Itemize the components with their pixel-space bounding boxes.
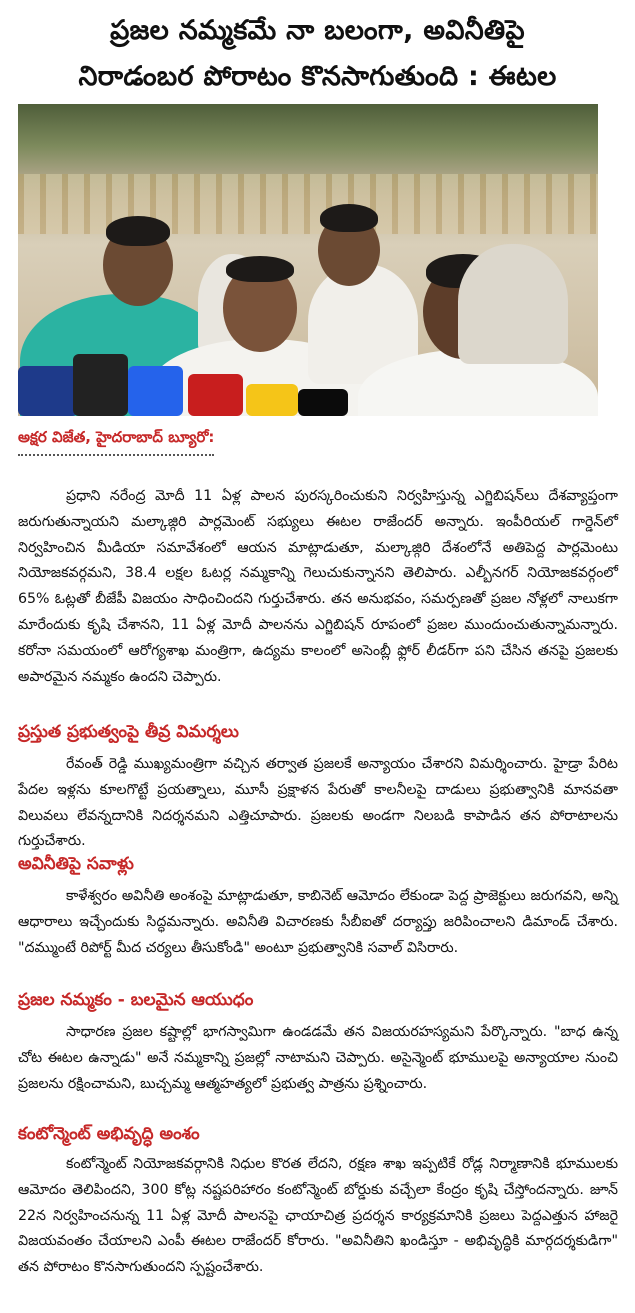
paragraph-public-trust: సాధారణ ప్రజల కష్టాల్లో భాగస్వామిగా ఉండడమే తన విజయరహస్యమని పేర్కొన్నారు. "బాధ ఉన్న చోట ఈటల ఉన్నాడు" అనే నమ్మకాన్ని ప్రజల్లో నాటామని చెప్పారు. అసైన్మెంట్ భూములపై అన్యాయాల నుంచి ప్రజలను రక్షించామని, బుచ్చమ్మ ఆత్మహత్యలో ప్రభుత్వ పాత్రను ప్రశ్నించారు.: [18, 1024, 618, 1092]
subhead-corruption-challenge: అవినీతిపై సవాళ్లు: [18, 854, 134, 874]
article-byline: అక్షర విజేత, హైదరాబాద్ బ్యూరో:: [18, 428, 214, 456]
subhead-government-criticism: ప్రస్తుత ప్రభుత్వంపై తీవ్ర విమర్శలు: [18, 722, 239, 742]
headline-line-2: నిరాడంబర పోరాటం కొనసాగుతుంది : ఈటల: [78, 61, 557, 92]
subhead-cantonment-development: కంటోన్మెంట్ అభివృద్ధి అంశం: [18, 1124, 200, 1144]
paragraph-cantonment-development: కంటోన్మెంట్ నియోజకవర్గానికి నిధుల కొరత లేదని, రక్షణ శాఖ ఇప్పటికే రోడ్ల నిర్మాణానికి భూములకు ఆమోదం తెలిపిందని, 300 కోట్ల నష్టపరిహారం కంటోన్మెంట్ బోర్డుకు వచ్చేలా కేంద్రం కృషి చేస్తోందన్నారు. జూన్ 22న నిర్వహించనున్న 11 ఏళ్ల మోదీ పాలనపై ఛాయాచిత్ర ప్రదర్శన కార్యక్రమానికి ప్రజలు పెద్దఎత్తున హాజరై విజయవంతం చేయాలని ఎంపీ ఈటల రాజేందర్ కోరారు. "అవినీతిని ఖండిస్తూ - అభివృద్ధికి మార్గదర్శకుడిగా" తన పోరాటం కొనసాగుతుందని స్పష్టంచేశారు.: [18, 1156, 618, 1276]
headline-line-1: ప్రజల నమ్మకమే నా బలంగా, అవినీతిపై: [110, 15, 525, 46]
subhead-public-trust: ప్రజల నమ్మకం - బలమైన ఆయుధం: [18, 990, 254, 1010]
article-headline: [0, 8, 635, 100]
paragraph-intro: ప్రధాని నరేంద్ర మోదీ 11 ఏళ్ల పాలన పురస్కరించుకుని నిర్వహిస్తున్న ఎగ్జిబిషన్‌లు దేశవ్యాప్తంగా జరుగుతున్నాయని మల్కాజ్గిరి పార్లమెంట్ సభ్యులు ఈటల రాజేందర్ అన్నారు. ఇంపీరియల్ గార్డెన్‌లో నిర్వహించిన మీడియా సమావేశంలో ఆయన మాట్లాడుతూ, మల్కాజ్గిరి దేశంలోనే అతిపెద్ద పార్లమెంటు నియోజకవర్గమని, 38.4 లక్షల ఓటర్ల నమ్మకాన్ని గెలుచుకున్నానని తెలిపారు. ఎల్బీనగర్ నియోజకవర్గంలో 65% ఓట్లతో బీజేపీ విజయం సాధించిందని గుర్తుచేశారు. తన అనుభవం, సమర్పణతో ప్రజల నోళ్లలో నాలుకగా మారేందుకు కృషి చేశానని, 11 ఏళ్ల మోదీ పాలనను ఎగ్జిబిషన్ రూపంలో ప్రజల ముందుంచుతున్నామన్నారు. కరోనా సమయంలో ఆరోగ్యశాఖ మంత్రిగా, ఉద్యమ కాలంలో అసెంబ్లీ ఫ్లోర్ లీడర్‌గా పని చేసిన తనపై ప్రజలకు అపారమైన నమ్మకం ఉందని చెప్పారు.: [18, 488, 618, 685]
paragraph-government-criticism: రేవంత్ రెడ్డి ముఖ్యమంత్రిగా వచ్చిన తర్వాత ప్రజలకే అన్యాయం చేశారని విమర్శించారు. హైడ్రా పేరిట పేదల ఇళ్లను కూలగొట్టే ప్రయత్నాలు, మూసీ ప్రక్షాళన పేరుతో కాలనీలపై దాడులు ప్రభుత్వానికి మానవతా విలువలు లేవన్నదానికి నిదర్శనమని ఎత్తిచూపారు. ప్రజలకు అండగా నిలబడి కాపాడిన తన పోరాటాలను గుర్తుచేశారు.: [18, 756, 618, 850]
press-meet-photo: [18, 104, 598, 416]
paragraph-corruption-challenge: కాళేశ్వరం అవినీతి అంశంపై మాట్లాడుతూ, కాబినెట్ ఆమోదం లేకుండా పెద్ద ప్రాజెక్టులు జరుగవని, అన్ని ఆధారాలు ఇచ్చేందుకు సిద్ధమన్నారు. అవినీతి విచారణకు సీబీఐతో దర్యాప్తు జరిపించాలని డిమాండ్ చేశారు. "దమ్ముంటే రిపోర్ట్ మీద చర్యలు తీసుకోండి" అంటూ ప్రభుత్వానికి సవాల్ విసిరారు.: [18, 888, 618, 956]
